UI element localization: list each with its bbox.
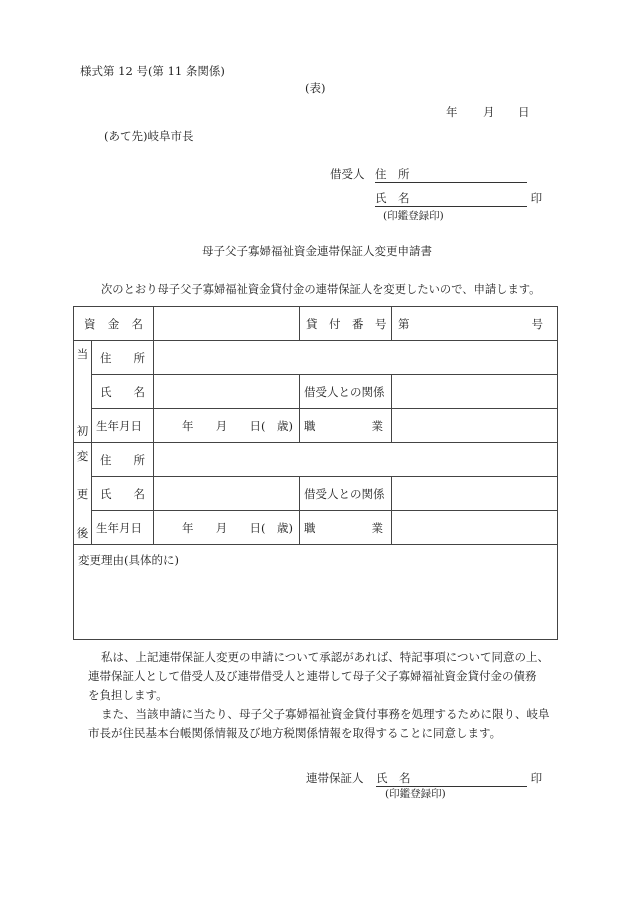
original-dob-row bbox=[74, 409, 558, 443]
changed-dob-label: 生年月日 bbox=[96, 520, 142, 535]
changed-address-field[interactable] bbox=[154, 443, 558, 477]
reason-row bbox=[74, 545, 558, 640]
consent-p2-line2: 市長が住民基本台帳関係情報及び地方税関係情報を取得することに同意します。 bbox=[88, 726, 502, 740]
intro-text: 次のとおり母子父子寡婦福祉資金貸付金の連帯保証人を変更したいので、申請します。 bbox=[101, 283, 541, 296]
side-label: (表) bbox=[305, 81, 326, 95]
borrower-seal: 印 bbox=[530, 191, 543, 205]
original-relation-field[interactable] bbox=[392, 375, 558, 409]
number-prefix: 第 bbox=[398, 316, 410, 331]
changed-name-label-cell bbox=[92, 477, 154, 511]
original-dob-label: 生年月日 bbox=[96, 418, 142, 433]
original-occupation-label: 職 業 bbox=[304, 418, 383, 433]
consent-p2-line1: また、当該申請に当たり、母子父子寡婦福祉資金貸付事務を処理するために限り、岐阜 bbox=[101, 707, 550, 721]
changed-occupation-field[interactable] bbox=[392, 511, 558, 545]
change-request-table bbox=[73, 306, 558, 640]
changed-dob-month: 月 bbox=[215, 520, 228, 535]
fund-name-label-cell bbox=[74, 307, 154, 341]
loan-number-label-cell bbox=[300, 307, 392, 341]
borrower-address-line[interactable] bbox=[375, 166, 527, 183]
fund-name-field[interactable] bbox=[154, 307, 300, 341]
changed-relation-label-cell bbox=[300, 477, 392, 511]
changed-occupation-label: 職 業 bbox=[304, 520, 383, 535]
original-address-label: 住 所 bbox=[100, 350, 145, 365]
guarantor-name-row bbox=[376, 770, 542, 787]
borrower-name-label: 氏 名 bbox=[375, 191, 410, 205]
borrower-name-row bbox=[375, 190, 542, 207]
original-dob-year: 年 bbox=[182, 418, 194, 433]
original-section-char-2: 初 bbox=[76, 424, 89, 438]
changed-section-label bbox=[74, 443, 92, 545]
changed-relation-label: 借受人との関係 bbox=[304, 486, 385, 501]
document-title: 母子父子寡婦福祉資金連帯保証人変更申請書 bbox=[202, 244, 432, 258]
changed-dob-field[interactable] bbox=[154, 511, 300, 545]
borrower-address-label: 住 所 bbox=[375, 167, 410, 181]
original-name-row bbox=[74, 375, 558, 409]
reason-label: 変更理由(具体的に) bbox=[78, 553, 179, 567]
changed-section-char-3: 後 bbox=[76, 526, 89, 540]
changed-dob-label-cell bbox=[92, 511, 154, 545]
changed-occupation-label-cell bbox=[300, 511, 392, 545]
changed-section-char-2: 更 bbox=[76, 487, 89, 501]
changed-address-label-cell bbox=[92, 443, 154, 477]
number-suffix: 号 bbox=[531, 316, 543, 331]
addressee: (あて先)岐阜市長 bbox=[104, 129, 194, 143]
date-year: 年 bbox=[446, 105, 458, 119]
changed-address-label: 住 所 bbox=[100, 452, 145, 467]
consent-p1-line3: を負担します。 bbox=[88, 688, 168, 702]
borrower-seal-note: (印鑑登録印) bbox=[383, 210, 444, 222]
original-name-field[interactable] bbox=[154, 375, 300, 409]
loan-number-field[interactable] bbox=[392, 307, 558, 341]
original-dob-field[interactable] bbox=[154, 409, 300, 443]
reason-field[interactable] bbox=[74, 545, 558, 640]
guarantor-name-line[interactable] bbox=[376, 770, 527, 787]
original-dob-day-age: 日( 歳) bbox=[249, 418, 293, 433]
original-address-label-cell bbox=[92, 341, 154, 375]
original-section-char-1: 当 bbox=[76, 347, 89, 361]
changed-dob-year: 年 bbox=[182, 520, 194, 535]
original-name-label: 氏 名 bbox=[100, 384, 145, 399]
consent-p1-line2: 連帯保証人として借受人及び連帯借受人と連帯して母子父子寡婦福祉資金貸付金の債務 bbox=[88, 669, 537, 683]
changed-name-row bbox=[74, 477, 558, 511]
changed-relation-field[interactable] bbox=[392, 477, 558, 511]
original-occupation-label-cell bbox=[300, 409, 392, 443]
loan-number-label: 貸 付 番 号 bbox=[306, 316, 387, 331]
guarantor-seal: 印 bbox=[530, 771, 543, 785]
guarantor-role: 連帯保証人 bbox=[306, 771, 364, 785]
form-number: 様式第 12 号(第 11 条関係) bbox=[80, 64, 225, 78]
changed-name-field[interactable] bbox=[154, 477, 300, 511]
borrower-address-row bbox=[375, 166, 527, 183]
date-day: 日 bbox=[518, 105, 530, 119]
original-name-label-cell bbox=[92, 375, 154, 409]
fund-row bbox=[74, 307, 558, 341]
guarantor-seal-note: (印鑑登録印) bbox=[385, 788, 446, 800]
original-address-row bbox=[74, 341, 558, 375]
changed-name-label: 氏 名 bbox=[100, 486, 145, 501]
changed-dob-day-age: 日( 歳) bbox=[249, 520, 293, 535]
original-dob-label-cell bbox=[92, 409, 154, 443]
borrower-role: 借受人 bbox=[330, 167, 365, 181]
changed-address-row bbox=[74, 443, 558, 477]
original-relation-label-cell bbox=[300, 375, 392, 409]
original-address-field[interactable] bbox=[154, 341, 558, 375]
date-month: 月 bbox=[483, 105, 495, 119]
original-section-label bbox=[74, 341, 92, 443]
original-occupation-field[interactable] bbox=[392, 409, 558, 443]
changed-dob-row bbox=[74, 511, 558, 545]
original-dob-month: 月 bbox=[215, 418, 228, 433]
changed-section-char-1: 変 bbox=[76, 449, 89, 463]
guarantor-name-label: 氏 名 bbox=[376, 771, 411, 785]
original-relation-label: 借受人との関係 bbox=[304, 384, 385, 399]
consent-p1-line1: 私は、上記連帯保証人変更の申請について承認があれば、特記事項について同意の上、 bbox=[101, 650, 550, 664]
borrower-name-line[interactable] bbox=[375, 190, 527, 207]
fund-name-label: 資 金 名 bbox=[84, 316, 143, 331]
